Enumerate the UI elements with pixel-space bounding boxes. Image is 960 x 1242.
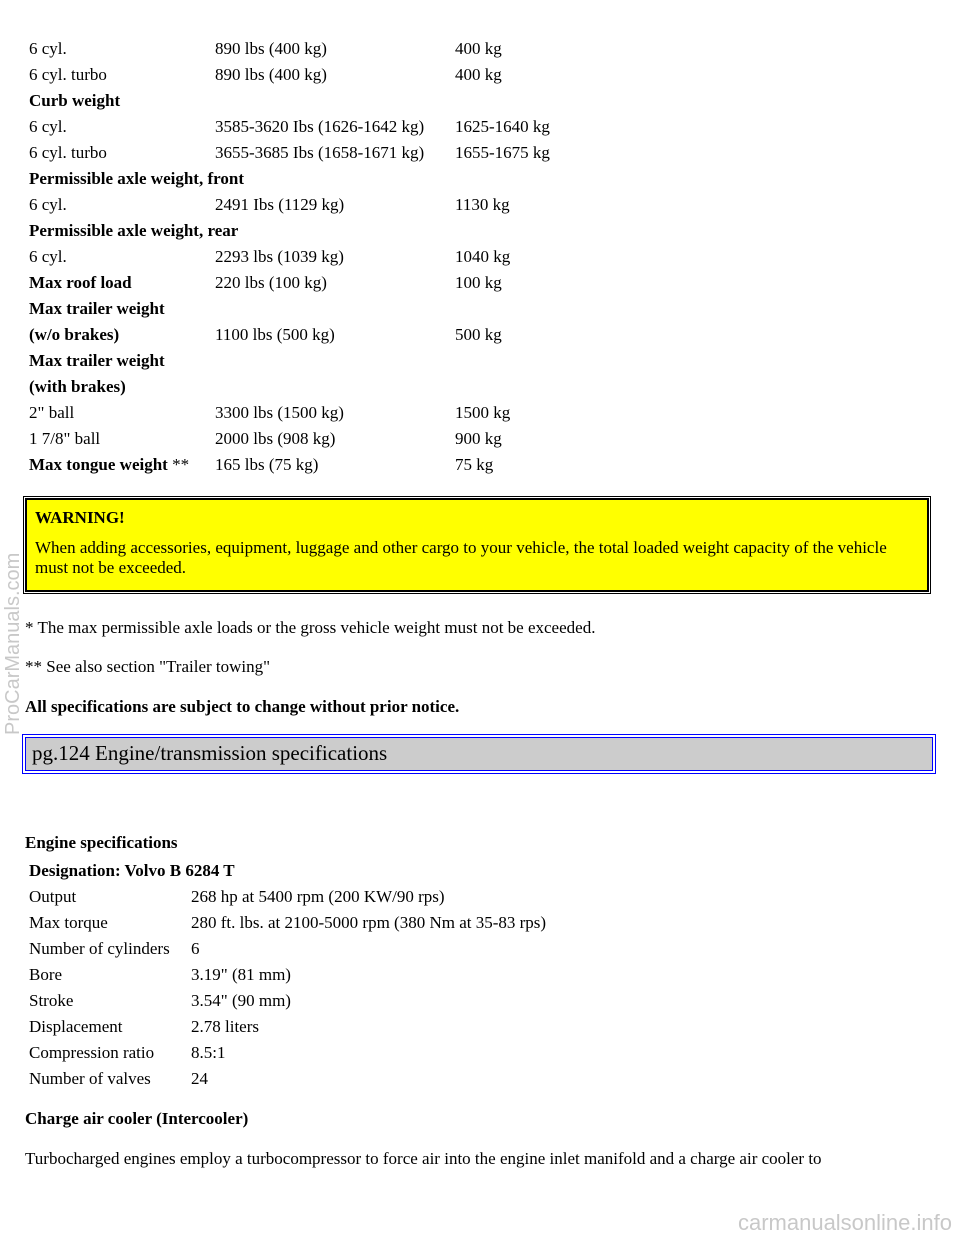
- spec-row: [26, 426, 553, 452]
- spec-label: 6 cyl.: [29, 195, 67, 214]
- spec-row: [26, 140, 553, 166]
- spec-metric-value: 100 kg: [455, 273, 502, 292]
- engine-row: [26, 936, 549, 962]
- engine-row: [26, 962, 549, 988]
- spec-label: Max trailer weight: [29, 351, 165, 370]
- spec-metric-value: 400 kg: [455, 39, 502, 58]
- spec-label: 6 cyl. turbo: [29, 143, 107, 162]
- engine-label: Compression ratio: [29, 1043, 155, 1062]
- engine-specs-table: [26, 858, 549, 1092]
- spec-row: [26, 166, 553, 192]
- engine-row: [26, 884, 549, 910]
- spec-us-value: 2000 lbs (908 kg): [215, 429, 336, 448]
- spec-label: Max roof load: [29, 273, 132, 292]
- spec-row: [26, 270, 553, 296]
- spec-row: [26, 452, 553, 478]
- engine-value: 8.5:1: [191, 1043, 226, 1062]
- engine-label: Stroke: [29, 991, 74, 1010]
- spec-label: 6 cyl.: [29, 247, 67, 266]
- spec-label: 6 cyl. turbo: [29, 65, 107, 84]
- spec-label: 6 cyl.: [29, 117, 67, 136]
- spec-row: [26, 114, 553, 140]
- engine-value: 3.19" (81 mm): [191, 965, 291, 984]
- spec-row: [26, 296, 553, 322]
- change-notice: All specifications are subject to change without prior notice.: [25, 697, 460, 716]
- spec-us-value: 220 lbs (100 kg): [215, 273, 327, 292]
- side-watermark: ProCarManuals.com: [2, 552, 24, 735]
- spec-us-value: 3300 lbs (1500 kg): [215, 403, 344, 422]
- weight-specs-table: [26, 36, 553, 478]
- engine-heading: Engine specifications: [25, 833, 178, 852]
- spec-row: [26, 36, 553, 62]
- spec-label: (with brakes): [29, 377, 126, 396]
- spec-row: [26, 374, 553, 400]
- engine-value: 268 hp at 5400 rpm (200 KW/90 rps): [191, 887, 445, 906]
- engine-label: Bore: [29, 965, 63, 984]
- spec-us-value: 165 lbs (75 kg): [215, 455, 319, 474]
- intercooler-text: Turbocharged engines employ a turbocompressor to force air into the engine inlet manifold and a charge air cooler to: [25, 1149, 822, 1168]
- spec-row: [26, 348, 553, 374]
- axle-note: * The max permissible axle loads or the gross vehicle weight must not be exceeded.: [25, 618, 596, 637]
- spec-us-value: 3585-3620 Ibs (1626-1642 kg): [215, 117, 425, 136]
- spec-us-value: 3655-3685 Ibs (1658-1671 kg): [215, 143, 425, 162]
- engine-row: [26, 1014, 549, 1040]
- spec-metric-value: 75 kg: [455, 455, 494, 474]
- spec-row: [26, 244, 553, 270]
- spec-metric-value: 1655-1675 kg: [455, 143, 550, 162]
- spec-label: Curb weight: [29, 91, 121, 110]
- spec-row: [26, 192, 553, 218]
- bottom-watermark: carmanualsonline.info: [737, 1210, 952, 1235]
- engine-value: 3.54" (90 mm): [191, 991, 291, 1010]
- spec-us-value: 890 lbs (400 kg): [215, 65, 327, 84]
- spec-us-value: 1100 lbs (500 kg): [215, 325, 335, 344]
- section-title: pg.124 Engine/transmission specifications: [32, 741, 388, 765]
- intercooler-heading: Charge air cooler (Intercooler): [25, 1109, 249, 1128]
- spec-label: Permissible axle weight, front: [29, 169, 244, 188]
- section-title-bar: [25, 737, 933, 771]
- engine-row: [26, 1040, 549, 1066]
- engine-label: Displacement: [29, 1017, 123, 1036]
- spec-label: (w/o brakes): [29, 325, 120, 344]
- engine-label: Number of cylinders: [29, 939, 170, 958]
- trailer-note: ** See also section "Trailer towing": [25, 657, 271, 676]
- spec-us-value: 2293 lbs (1039 kg): [215, 247, 344, 266]
- engine-label: Max torque: [29, 913, 108, 932]
- engine-value: 24: [191, 1069, 208, 1088]
- spec-metric-value: 500 kg: [455, 325, 502, 344]
- engine-designation: Designation: Volvo B 6284 T: [29, 861, 235, 880]
- spec-row: [26, 62, 553, 88]
- designation-row: [26, 858, 549, 884]
- warning-box: [25, 498, 929, 592]
- warning-title: WARNING!: [35, 508, 125, 527]
- spec-row: [26, 322, 553, 348]
- spec-label: 1 7/8" ball: [29, 429, 101, 448]
- spec-label: Permissible axle weight, rear: [29, 221, 239, 240]
- warning-text: When adding accessories, equipment, luggage and other cargo to your vehicle, the total loaded weight capacity of the vehicle must not be exceeded.: [35, 538, 887, 577]
- engine-value: 6: [191, 939, 200, 958]
- spec-metric-value: 1625-1640 kg: [455, 117, 550, 136]
- spec-label: Max trailer weight: [29, 299, 165, 318]
- spec-label: Max tongue weight **: [29, 455, 190, 474]
- engine-value: 2.78 liters: [191, 1017, 259, 1036]
- spec-metric-value: 1500 kg: [455, 403, 511, 422]
- spec-metric-value: 1040 kg: [455, 247, 511, 266]
- engine-row: [26, 1066, 549, 1092]
- spec-row: [26, 218, 553, 244]
- spec-us-value: 2491 Ibs (1129 kg): [215, 195, 345, 214]
- engine-label: Output: [29, 887, 77, 906]
- engine-row: [26, 910, 549, 936]
- engine-label: Number of valves: [29, 1069, 151, 1088]
- spec-label: 2" ball: [29, 403, 75, 422]
- engine-row: [26, 988, 549, 1014]
- engine-value: 280 ft. lbs. at 2100-5000 rpm (380 Nm at 35-83 rps): [191, 913, 547, 932]
- spec-metric-value: 900 kg: [455, 429, 502, 448]
- spec-row: [26, 88, 553, 114]
- spec-metric-value: 400 kg: [455, 65, 502, 84]
- spec-metric-value: 1130 kg: [455, 195, 510, 214]
- spec-label: 6 cyl.: [29, 39, 67, 58]
- spec-row: [26, 400, 553, 426]
- spec-us-value: 890 lbs (400 kg): [215, 39, 327, 58]
